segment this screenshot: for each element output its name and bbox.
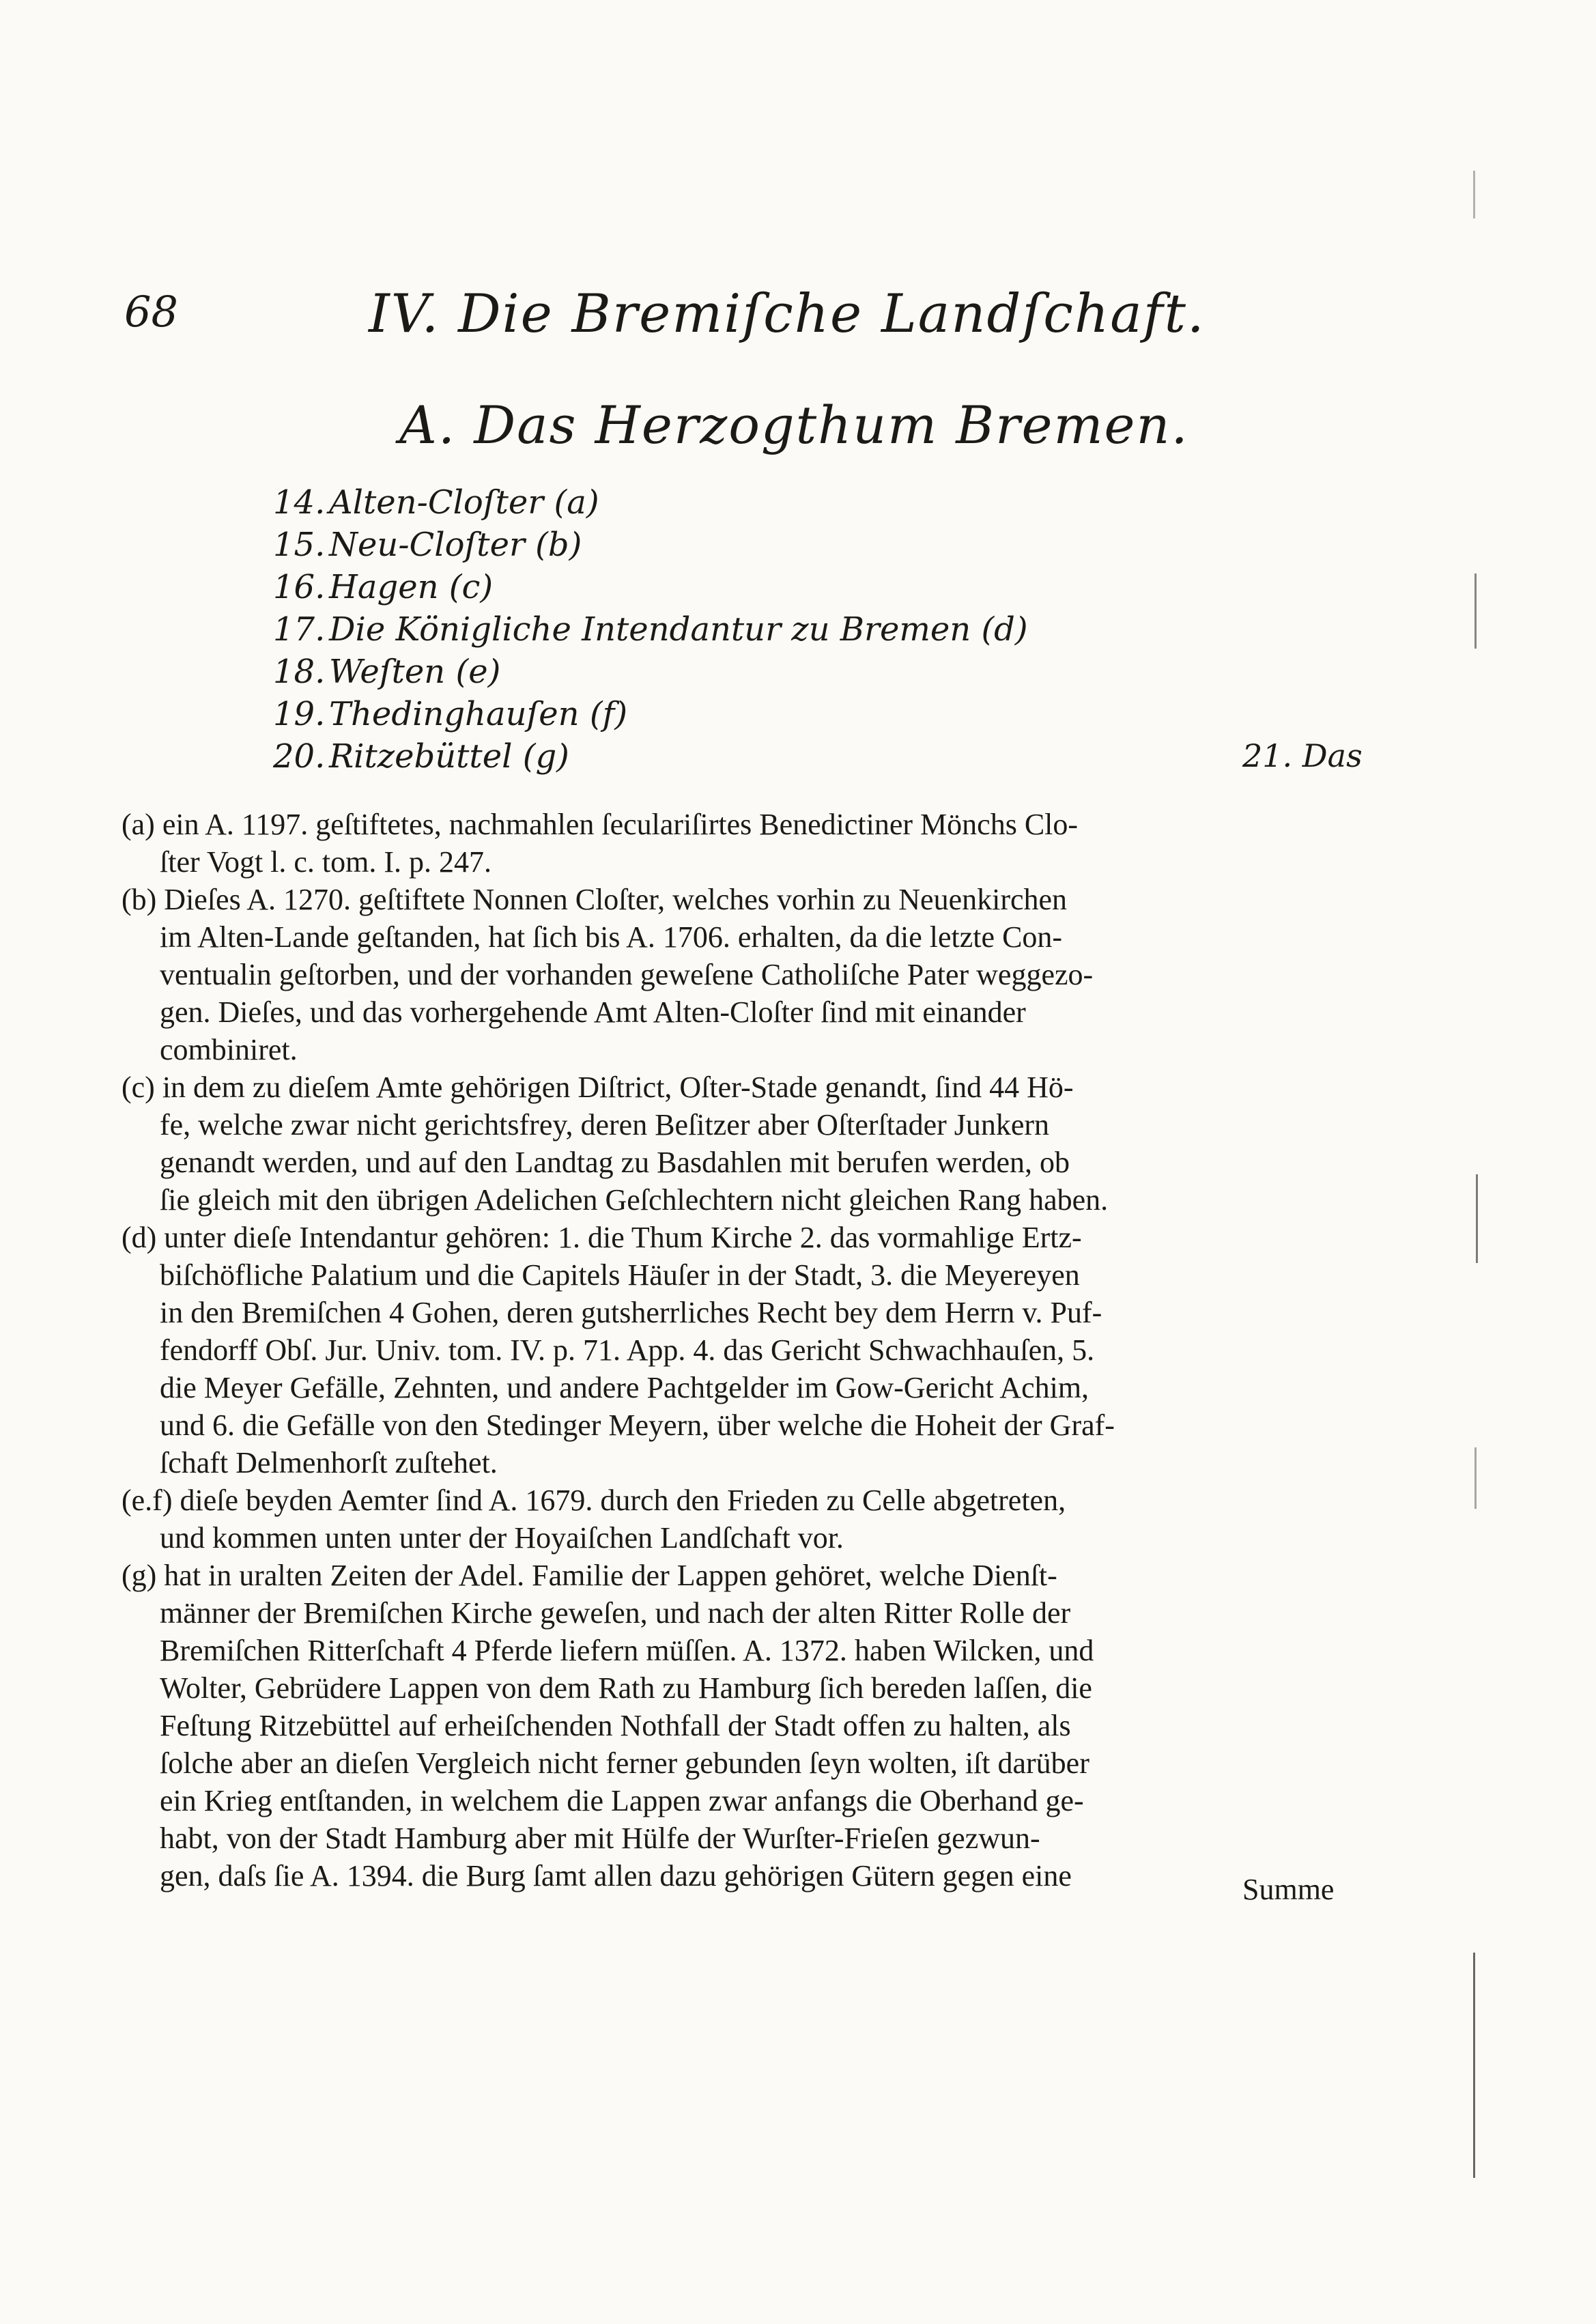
item-number: 19. [273, 695, 326, 733]
footnote-line: ſter Vogt l. c. tom. I. p. 247. [160, 845, 492, 879]
footnote-line: biſchöfliche Palatium und die Capitels Häuſer in der Stadt, 3. die Meyereyen [160, 1258, 1080, 1292]
margin-scan-mark [1474, 573, 1477, 649]
footnote-c [122, 1068, 1364, 1219]
footnote-line: Bremiſchen Ritterſchaft 4 Pferde liefern müſſen. A. 1372. haben Wilcken, und [160, 1634, 1094, 1667]
item-text: Thedinghauſen (f) [329, 695, 628, 733]
list-item [273, 566, 1297, 608]
footnote-line: (g) hat in uralten Zeiten der Adel. Familie der Lappen gehöret, welche Dienſt- [122, 1559, 1057, 1592]
footnote-g [122, 1557, 1364, 1895]
footnote-line: combiniret. [160, 1033, 298, 1066]
footnote-line: (a) ein A. 1197. geſtiftetes, nachmahlen ſeculariſirtes Benedictiner Mönchs Clo- [122, 808, 1079, 841]
list-item [273, 735, 1297, 778]
list-item [273, 608, 1297, 651]
footnote-line: und 6. die Gefälle von den Stedinger Meyern, über welche die Hoheit der Graf- [160, 1408, 1115, 1442]
list-item [273, 481, 1297, 524]
item-number: 18. [273, 653, 326, 691]
footnote-line: ſie gleich mit den übrigen Adelichen Geſchlechtern nicht gleichen Rang haben. [160, 1183, 1109, 1217]
footnote-line: fe, welche zwar nicht gerichtsfrey, deren Beſitzer aber Oſterſtader Junkern [160, 1108, 1050, 1142]
item-text: Neu-Cloſter (b) [329, 526, 582, 564]
footnote-line: genandt werden, und auf den Landtag zu Basdahlen mit berufen werden, ob [160, 1146, 1070, 1179]
item-number: 14. [273, 483, 326, 522]
office-list [273, 481, 1297, 778]
item-number: 17. [273, 610, 326, 649]
item-number: 15. [273, 526, 326, 564]
margin-scan-mark [1474, 1447, 1477, 1509]
list-item [273, 651, 1297, 693]
footnote-line: Feſtung Ritzebüttel auf erheiſchenden Nothfall der Stadt offen zu halten, als [160, 1709, 1071, 1742]
footnote-line: fendorff Obſ. Jur. Univ. tom. IV. p. 71. App. 4. das Gericht Schwachhauſen, 5. [160, 1333, 1095, 1367]
margin-scan-mark [1473, 171, 1475, 218]
footnote-line: (c) in dem zu dieſem Amte gehörigen Diſtrict, Oſter-Stade genandt, ſind 44 Hö- [122, 1071, 1074, 1104]
item-number: 16. [273, 568, 326, 606]
item-text: Alten-Cloſter (a) [329, 483, 599, 522]
list-item [273, 524, 1297, 566]
footnote-line: (e.f) dieſe beyden Aemter ſind A. 1679. durch den Frieden zu Celle abgetreten, [122, 1484, 1066, 1517]
item-text: Ritzebüttel (g) [329, 737, 569, 776]
footnote-line: gen. Dieſes, und das vorhergehende Amt Alten-Cloſter ſind mit einander [160, 995, 1026, 1029]
footnote-a [122, 806, 1364, 881]
item-text: Hagen (c) [329, 568, 494, 606]
footnote-line: (b) Dieſes A. 1270. geſtiftete Nonnen Cloſter, welches vorhin zu Neuenkirchen [122, 883, 1068, 916]
footnote-b [122, 881, 1364, 1068]
running-head: IV. Die Bremiſche Landſchaft. [369, 283, 1206, 345]
catchword-top: 21. Das [1242, 737, 1363, 774]
footnote-d [122, 1219, 1364, 1482]
footnote-ef [122, 1482, 1364, 1557]
item-text: Weſten (e) [329, 653, 501, 691]
item-number: 20. [273, 737, 326, 776]
footnote-line: ein Krieg entſtanden, in welchem die Lappen zwar anfangs die Oberhand ge- [160, 1784, 1084, 1817]
section-title: A. Das Herzogthum Bremen. [399, 395, 1189, 455]
footnote-line: männer der Bremiſchen Kirche geweſen, und nach der alten Ritter Rolle der [160, 1596, 1071, 1630]
list-item [273, 693, 1297, 735]
footnote-line: ſchaft Delmenhorſt zuſtehet. [160, 1446, 498, 1479]
item-text: Die Königliche Intendantur zu Bremen (d) [329, 610, 1028, 649]
footnote-line: und kommen unten unter der Hoyaiſchen Landſchaft vor. [160, 1521, 844, 1555]
footnote-line: (d) unter dieſe Intendantur gehören: 1. die Thum Kirche 2. das vormahlige Ertz- [122, 1221, 1082, 1254]
footnote-line: gen, daſs ſie A. 1394. die Burg ſamt allen dazu gehörigen Gütern gegen eine [160, 1859, 1072, 1893]
page-number: 68 [124, 287, 178, 337]
footnotes [122, 806, 1364, 1895]
footnote-line: Wolter, Gebrüdere Lappen von dem Rath zu Hamburg ſich bereden laſſen, die [160, 1671, 1092, 1705]
catchword-bottom: Summe [1242, 1873, 1335, 1906]
margin-scan-mark [1473, 1953, 1475, 2178]
footnote-line: die Meyer Gefälle, Zehnten, und andere Pachtgelder im Gow-Gericht Achim, [160, 1371, 1089, 1404]
footnote-line: ſolche aber an dieſen Vergleich nicht ferner gebunden ſeyn wolten, iſt darüber [160, 1746, 1089, 1780]
margin-scan-mark [1476, 1174, 1478, 1263]
footnote-line: habt, von der Stadt Hamburg aber mit Hülfe der Wurſter-Frieſen gezwun- [160, 1822, 1040, 1855]
footnote-line: in den Bremiſchen 4 Gohen, deren gutsherrliches Recht bey dem Herrn v. Puf- [160, 1296, 1102, 1329]
footnote-line: ventualin geſtorben, und der vorhanden geweſene Catholiſche Pater weggezo- [160, 958, 1094, 991]
footnote-line: im Alten-Lande geſtanden, hat ſich bis A. 1706. erhalten, da die letzte Con- [160, 920, 1063, 954]
